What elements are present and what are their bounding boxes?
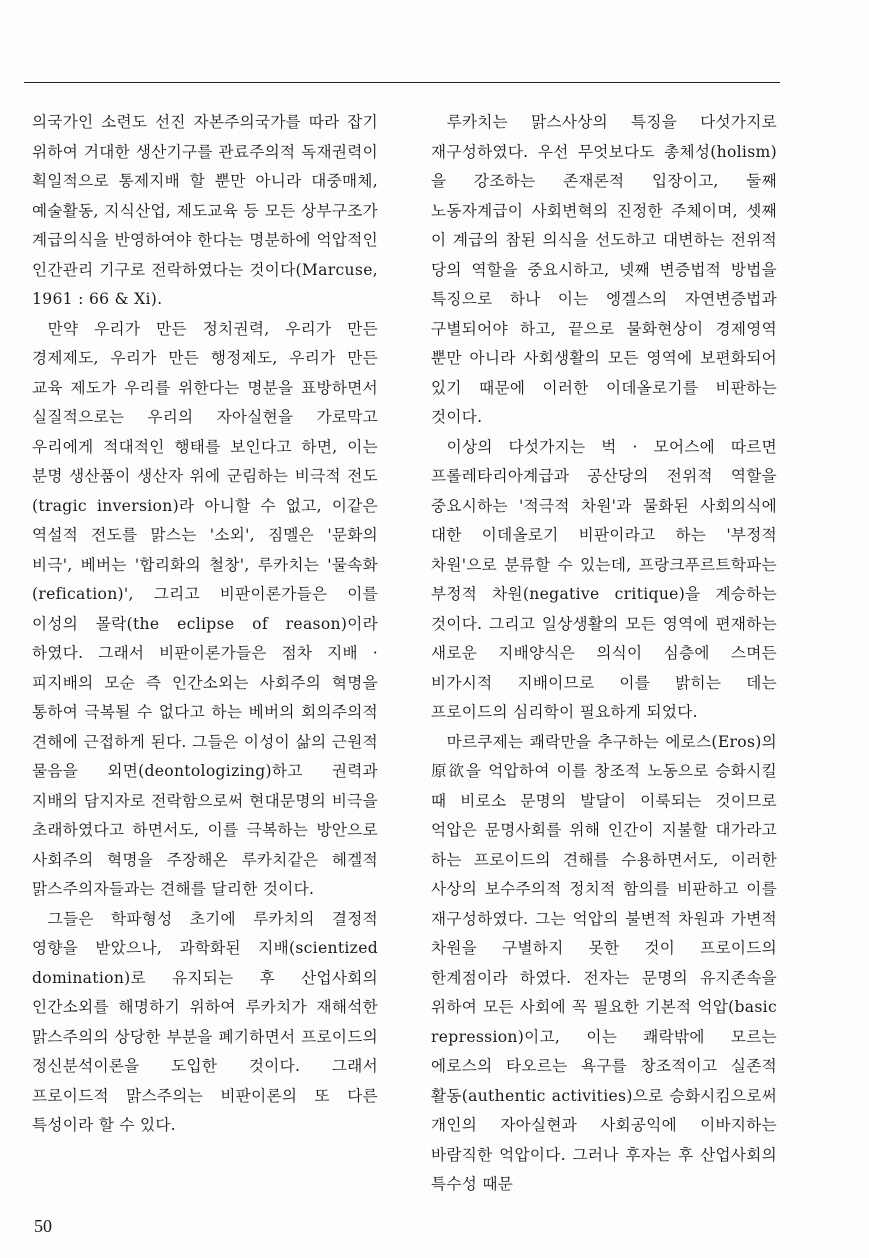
left-paragraph-2: 만약 우리가 만든 정치권력, 우리가 만든 경제제도, 우리가 만든 행정제도, 우리가 만든 교육 제도가 우리를 위한다는 명분을 표방하면서 실질적으로는 우리의 자아실현을 가로막고 우리에게 적대적인 행태를 보인다고 하면, 이는 분명 생산품이 생산자 위에 군림하는 비극적 전도(tragic inversion)라 아니할 수 없고, 이같은 역설적 전도를 맑스는 '소외', 짐멜은 '문화의 비극', 베버는 '합리화의 철창', 루카치는 '물속화(refication)', 그리고 비판이론가들은 이를 이성의 몰락(the eclipse of reason)이라 하였다. 그래서 비판이론가들은 점차 지배 · 피지배의 모순 즉 인간소외는 사회주의 혁명을 통하여 극복될 수 없다고 하는 베버의 회의주의적 견해에 근접하게 된다. 그들은 이성이 삶의 근원적 물음을 외면(deontologizing)하고 권력과 지배의 담지자로 전락함으로써 현대문명의 비극을 초래하였다고 하면서도, 이를 극복하는 방안으로 사회주의 혁명을 주장해온 루카치같은 헤겔적 맑스주의자들과는 견해를 달리한 것이다. — [32, 319, 378, 898]
right-column — [431, 108, 777, 1200]
left-column — [32, 108, 378, 1141]
right-paragraph-2: 이상의 다섯가지는 벅 · 모어스에 따르면 프롤레타리아계급과 공산당의 전위적 역할을 중요시하는 '적극적 차원'과 물화된 사회의식에 대한 이데올로기 비판이라고 하는 '부정적 차원'으로 분류할 수 있는데, 프랑크푸르트학파는 부정적 차원(negative critique)을 계승하는 것이다. 그리고 일상생활의 모든 영역에 편재하는 새로운 지배양식은 의식이 심층에 스며든 비가시적 지배이므로 이를 밝히는 데는 프로이드의 심리학이 필요하게 되었다. — [431, 437, 777, 721]
header-rule — [24, 82, 780, 83]
right-paragraph-1: 루카치는 맑스사상의 특징을 다섯가지로 재구성하였다. 우선 무엇보다도 총체성(holism)을 강조하는 존재론적 입장이고, 둘째 노동자계급이 사회변혁의 진정한 주체이며, 셋째 이 계급의 참된 의식을 선도하고 대변하는 전위적 당의 역할을 중요시하고, 넷째 변증법적 방법을 특징으로 하나 이는 엥겔스의 자연변증법과 구별되어야 하고, 끝으로 물화현상이 경제영역 뿐만 아니라 사회생활의 모든 영역에 보편화되어 있기 때문에 이러한 이데올로기를 비판하는 것이다. — [431, 113, 777, 426]
page-number: 50 — [34, 1216, 52, 1236]
left-paragraph-3: 그들은 학파형성 초기에 루카치의 결정적 영향을 받았으나, 과학화된 지배(scientized domination)로 유지되는 후 산업사회의 인간소외를 해명하기 위하여 루카치가 재해석한 맑스주의의 상당한 부분을 폐기하면서 프로이드의 정신분석이론을 도입한 것이다. 그래서 프로이드적 맑스주의는 비판이론의 또 다른 특성이라 할 수 있다. — [32, 909, 378, 1134]
right-paragraph-3: 마르쿠제는 쾌락만을 추구하는 에로스(Eros)의 原欲을 억압하여 이를 창조적 노동으로 승화시킬 때 비로소 문명의 발달이 이룩되는 것이므로 억압은 문명사회를 위해 인간이 지불할 대가라고 하는 프로이드의 견해를 수용하면서도, 이러한 사상의 보수주의적 정치적 함의를 비판하고 이를 재구성하였다. 그는 억압의 불변적 차원과 가변적 차원을 구별하지 못한 것이 프로이드의 한계점이라 하였다. 전자는 문명의 유지존속을 위하여 모든 사회에 꼭 필요한 기본적 억압(basic repression)이고, 이는 쾌락밖에 모르는 에로스의 타오르는 욕구를 창조적이고 실존적 활동(authentic activities)으로 승화시킴으로써 개인의 자아실현과 사회공익에 이바지하는 바람직한 억압이다. 그러나 후자는 후 산업사회의 특수성 때문 — [431, 732, 777, 1193]
left-paragraph-1: 의국가인 소련도 선진 자본주의국가를 따라 잡기 위하여 거대한 생산기구를 관료주의적 독재권력이 획일적으로 통제지배 할 뿐만 아니라 대중매체, 예술활동, 지식산업, 제도교육 등 모든 상부구조가 계급의식을 반영하여야 한다는 명분하에 억압적인 인간관리 기구로 전락하였다는 것이다(Marcuse, 1961 : 66 & Xi). — [32, 113, 378, 308]
